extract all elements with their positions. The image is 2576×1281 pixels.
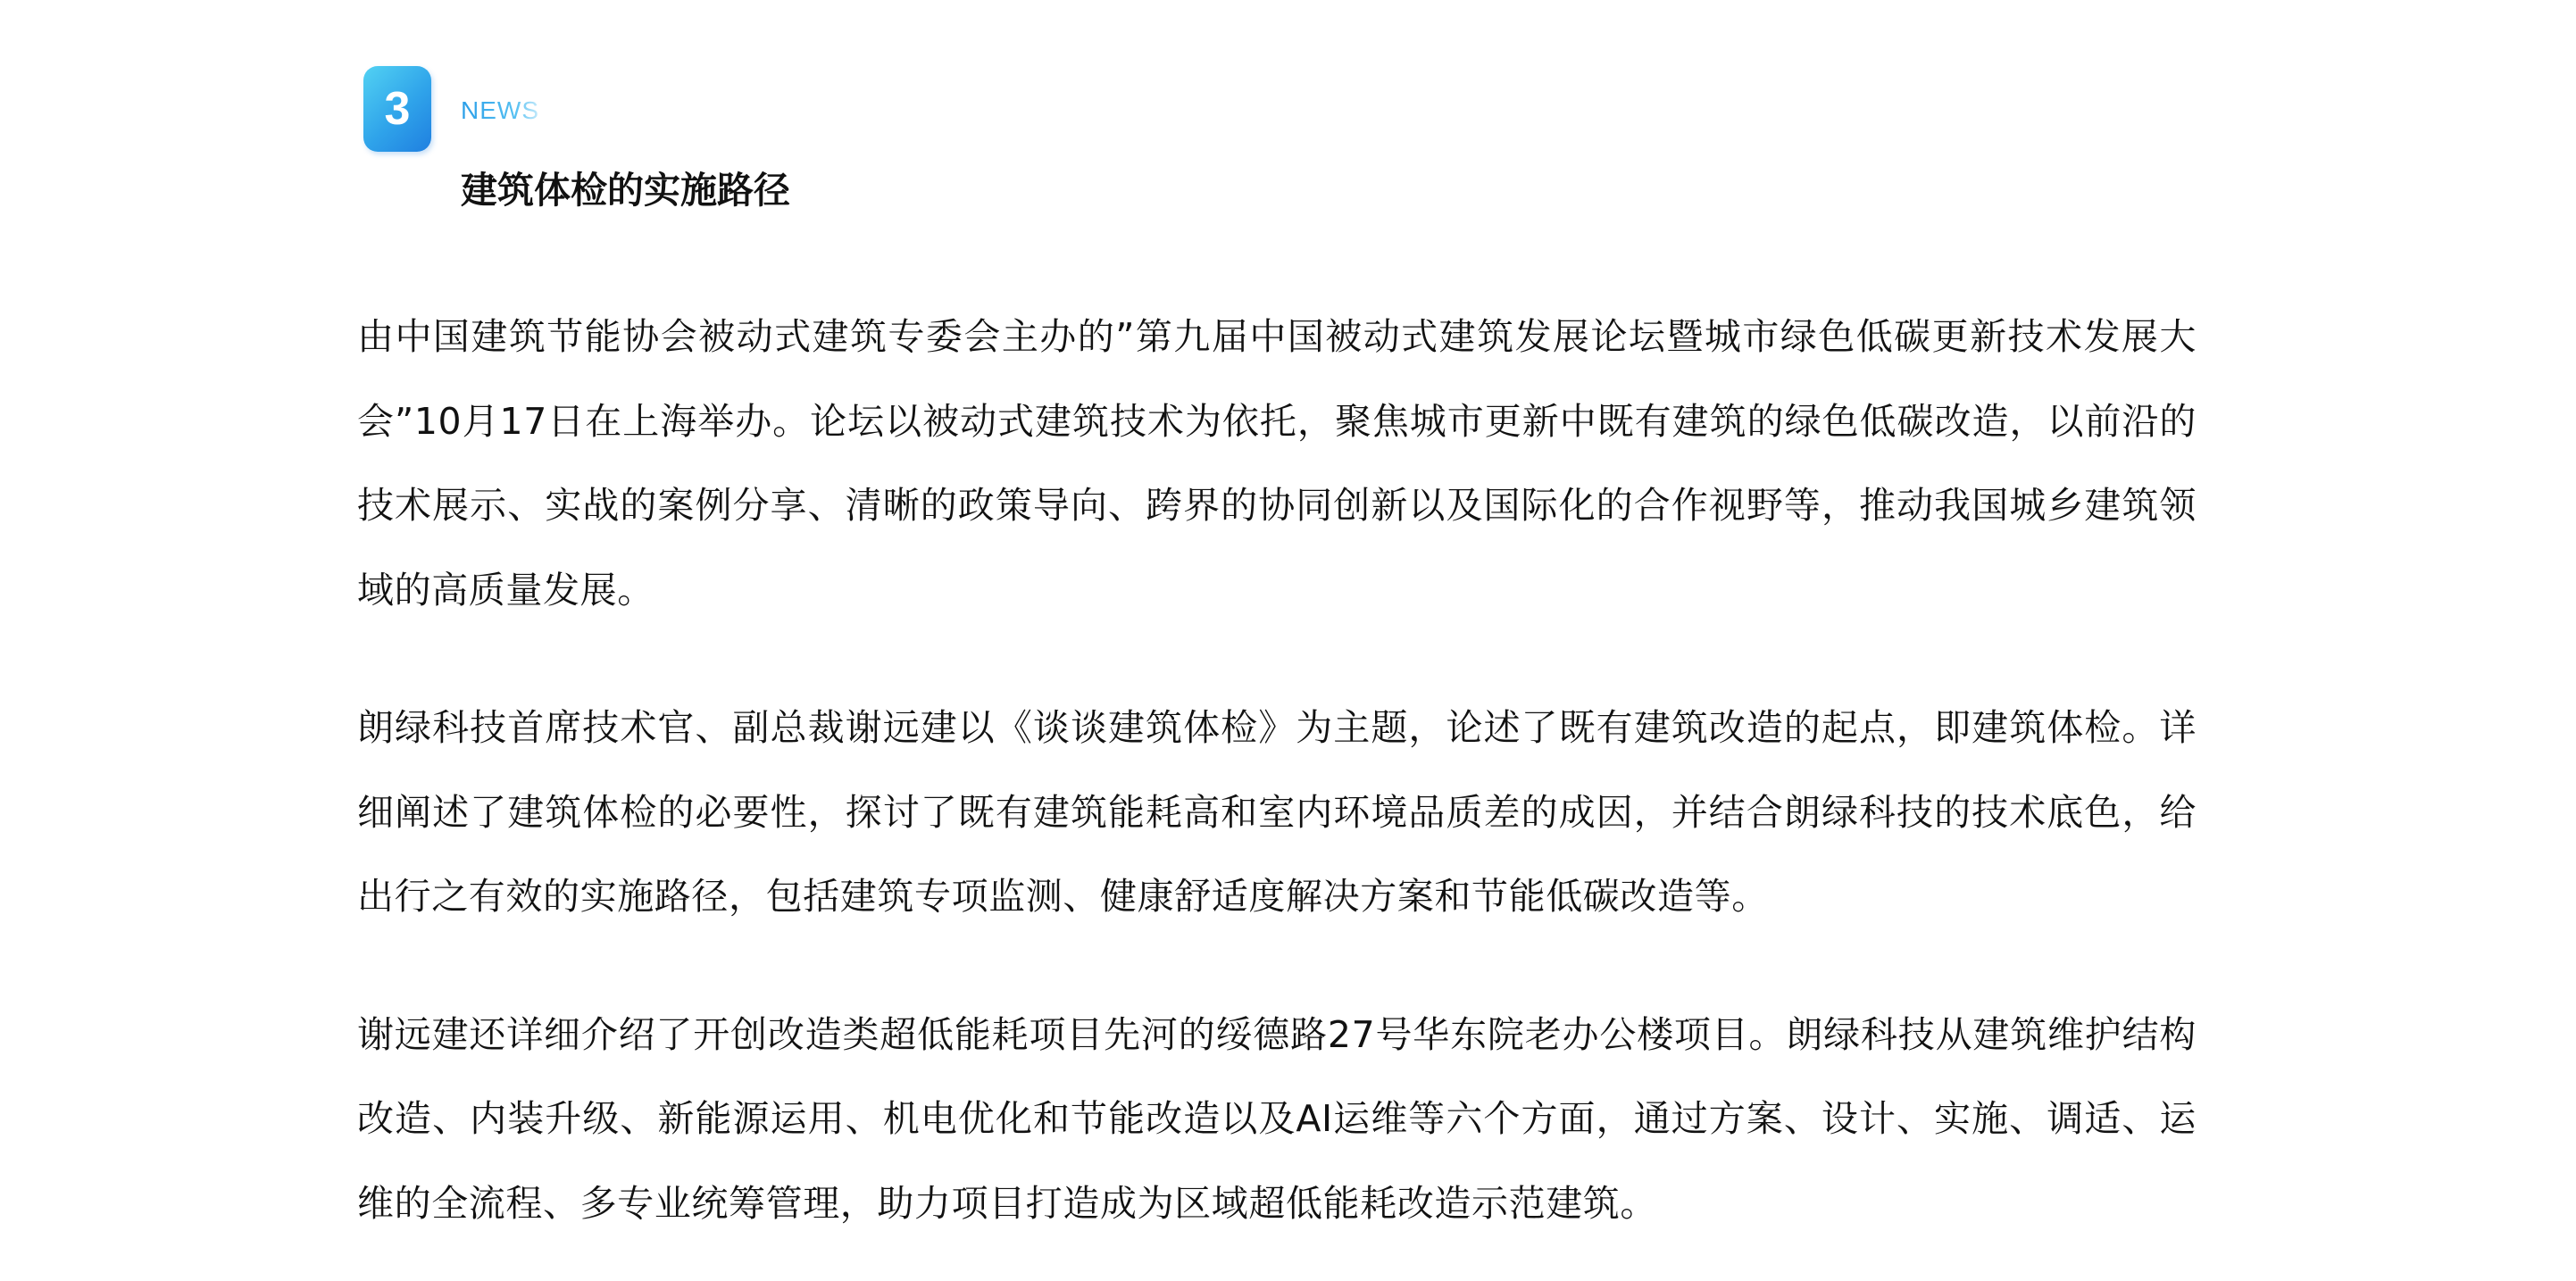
section-label: NEWS [461, 96, 539, 124]
article-paragraph: 谢远建还详细介绍了开创改造类超低能耗项目先河的绥德路27号华东院老办公楼项目。朗绿科技从建筑维护结构改造、内装升级、新能源运用、机电优化和节能改造以及AI运维等六个方面，通过方案、设计、实施、调适、运维的全流程、多专业统筹管理，助力项目打造成为区域超低能耗改造示范建筑。 [357, 1012, 2197, 1225]
article-paragraph: 朗绿科技首席技术官、副总裁谢远建以《谈谈建筑体检》为主题，论述了既有建筑改造的起点，即建筑体检。详细阐述了建筑体检的必要性，探讨了既有建筑能耗高和室内环境品质差的成因，并结合朗绿科技的技术底色，给出行之有效的实施路径，包括建筑专项监测、健康舒适度解决方案和节能低碳改造等。 [357, 706, 2197, 918]
section-title: 建筑体检的实施路径 [461, 169, 790, 212]
article-body [357, 295, 2197, 1245]
article-paragraph: 由中国建筑节能协会被动式建筑专委会主办的”第九届中国被动式建筑发展论坛暨城市绿色低碳更新技术发展大会”10月17日在上海举办。论坛以被动式建筑技术为依托，聚焦城市更新中既有建筑的绿色低碳改造，以前沿的技术展示、实战的案例分享、清晰的政策导向、跨界的协同创新以及国际化的合作视野等，推动我国城乡建筑领域的高质量发展。 [357, 315, 2197, 611]
section-number-badge: 3 [363, 66, 431, 152]
